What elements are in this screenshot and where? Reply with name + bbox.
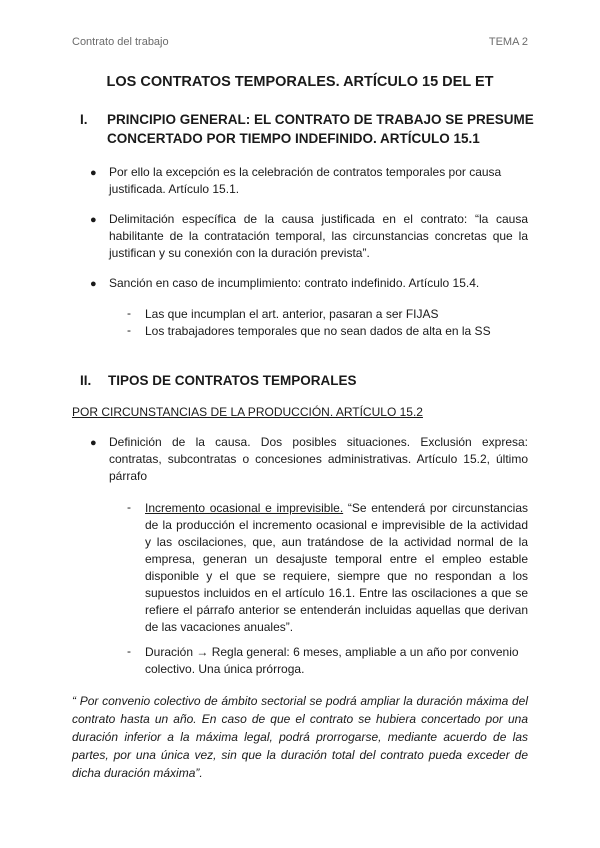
s2-dash-1 (145, 500, 528, 636)
header-right: TEMA 2 (488, 36, 528, 48)
s2-dash-2: Duración → Regla general: 6 meses, ampliable a un año por convenio colectivo. Una única prórroga. (145, 645, 519, 676)
bullet-icon: ● (90, 214, 97, 226)
s2-dash-1-title: Incremento ocasional e imprevisible. (145, 501, 344, 515)
s2-dash-1-text: “Se entenderá por circunstancias de la producción el incremento ocasional e imprevisible de la actividad y las oscilaciones, que, aun tratándose de la actividad normal de la empresa, generan un desajuste temporal entre el empleo estable disponible y el que se requiere, siempre que no respondan a los supuestos incluidos en el artículo 16.1. Entre las oscilaciones a que se refiere el párrafo anterior se entenderán incluidas aquellas que derivan de las vacaciones anuales”. (145, 501, 528, 634)
quote-paragraph: “ Por convenio colectivo de ámbito sectorial se podrá ampliar la duración máxima del contrato hasta un año. En caso de que el contrato se hubiera concertado por una duración inferior a la máxima legal, podrá prorrogarse, mediante acuerdo de las partes, por una única vez, sin que la duración total del contrato pueda exceder de dicha duración máxima”. (72, 694, 528, 780)
section-1-number: I. (80, 112, 88, 127)
bullet-icon: ● (90, 167, 97, 179)
s1-dash-2: Los trabajadores temporales que no sean dados de alta en la SS (145, 324, 491, 338)
page-title: LOS CONTRATOS TEMPORALES. ARTÍCULO 15 DEL ET (106, 74, 494, 90)
s2-bullet: Definición de la causa. Dos posibles situaciones. Exclusión expresa: contratas, subcontratas o concesiones administrativas. Artículo 15.2, último párrafo (109, 435, 528, 483)
dash-icon: - (127, 323, 131, 337)
dash-icon: - (127, 306, 131, 320)
dash-icon: - (127, 644, 131, 658)
s1-bullet-3: Sanción en caso de incumplimiento: contrato indefinido. Artículo 15.4. (109, 276, 480, 290)
section-2-heading-text: TIPOS DE CONTRATOS TEMPORALES (108, 373, 357, 388)
section-1-heading-line1: PRINCIPIO GENERAL: EL CONTRATO DE TRABAJO SE PRESUME (107, 112, 534, 127)
s1-bullet-1: Por ello la excepción es la celebración de contratos temporales por causa justificada. Artículo 15.1. (109, 165, 502, 196)
bullet-icon: ● (90, 437, 97, 449)
header-left: Contrato del trabajo (72, 36, 169, 48)
dash-icon: - (127, 500, 131, 514)
s1-bullet-2: Delimitación específica de la causa justificada en el contrato: “la causa habilitante de la contratación temporal, las circunstancias concretas que la justifican y su conexión con la duración prevista”. (109, 212, 528, 260)
s1-dash-1: Las que incumplan el art. anterior, pasaran a ser FIJAS (145, 307, 439, 321)
section-2-subheading: POR CIRCUNSTANCIAS DE LA PRODUCCIÓN. ARTÍCULO 15.2 (72, 405, 423, 419)
section-2-number: II. (80, 373, 92, 388)
section-1-heading-line2: CONCERTADO POR TIEMPO INDEFINIDO. ARTÍCULO 15.1 (107, 131, 480, 146)
bullet-icon: ● (90, 278, 97, 290)
